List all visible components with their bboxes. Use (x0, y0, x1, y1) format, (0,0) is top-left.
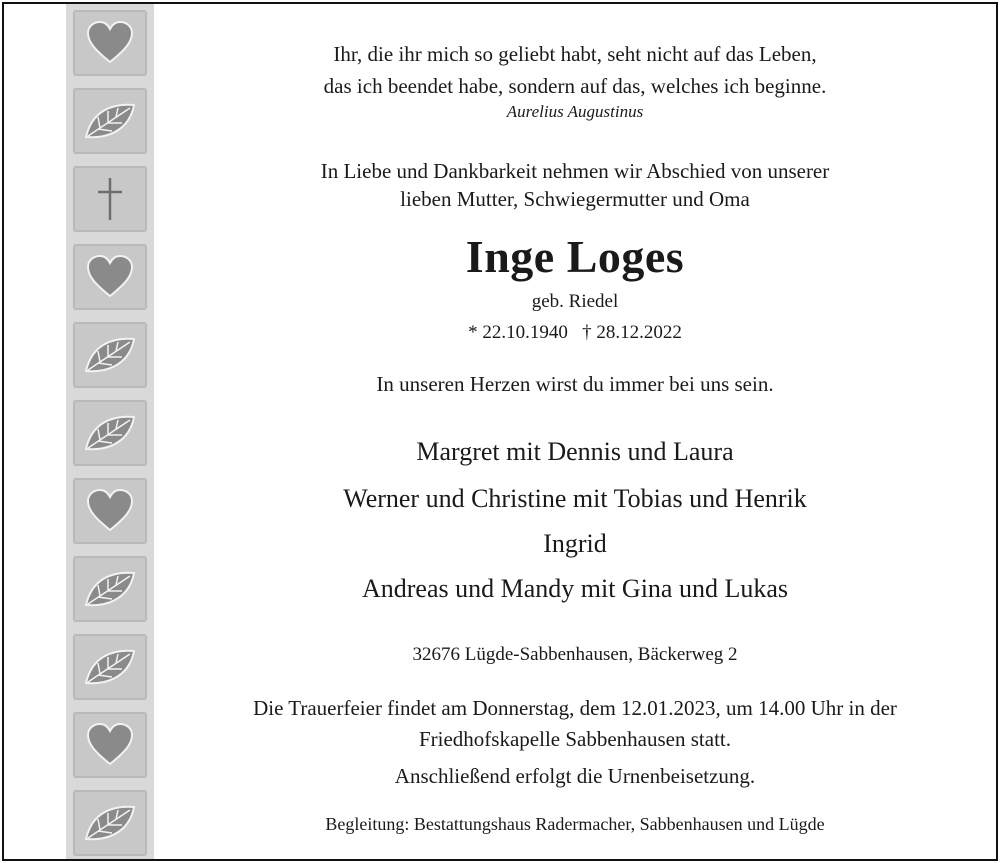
quote-line-1: Ihr, die ihr mich so geliebt habt, seht nicht auf das Leben, (333, 42, 817, 66)
address: 32676 Lügde-Sabbenhausen, Bäckerweg 2 (412, 644, 738, 665)
intro-line-1: In Liebe und Dankbarkeit nehmen wir Abschied von unserer (320, 159, 830, 183)
deceased-name: Inge Loges (465, 231, 685, 282)
birth-name: geb. Riedel (531, 291, 619, 312)
heart-icon (73, 712, 147, 778)
quote-author: Aurelius Augustinus (506, 102, 644, 121)
service-line-2: Friedhofskapelle Sabbenhausen statt. (418, 727, 731, 751)
leaf-icon (73, 556, 147, 622)
mourner-line: Margret mit Dennis und Laura (416, 437, 734, 466)
service-line-1: Die Trauerfeier findet am Donnerstag, dem 12.01.2023, um 14.00 Uhr in der (253, 696, 897, 720)
obituary-frame (2, 2, 998, 861)
heart-icon (73, 478, 147, 544)
motto: In unseren Herzen wirst du immer bei uns sein. (376, 372, 774, 396)
funeral-home: Begleitung: Bestattungshaus Radermacher, Sabbenhausen und Lügde (325, 814, 825, 834)
leaf-icon (73, 322, 147, 388)
life-dates: * 22.10.1940 † 28.12.2022 (468, 322, 682, 343)
leaf-icon (73, 400, 147, 466)
leaf-icon (73, 88, 147, 154)
heart-icon (73, 244, 147, 310)
mourner-line: Ingrid (543, 529, 607, 558)
service-line-3: Anschließend erfolgt die Urnenbeisetzung. (394, 764, 756, 788)
quote-line-2: das ich beendet habe, sondern auf das, welches ich beginne. (323, 74, 827, 98)
leaf-icon (73, 790, 147, 856)
decorative-border-strip (66, 4, 154, 859)
cross-icon (73, 166, 147, 232)
intro-line-2: lieben Mutter, Schwiegermutter und Oma (400, 187, 750, 211)
obituary-content (154, 4, 996, 859)
leaf-icon (73, 634, 147, 700)
mourner-line: Andreas und Mandy mit Gina und Lukas (361, 574, 789, 603)
mourner-line: Werner und Christine mit Tobias und Henrik (343, 484, 807, 513)
heart-icon (73, 10, 147, 76)
